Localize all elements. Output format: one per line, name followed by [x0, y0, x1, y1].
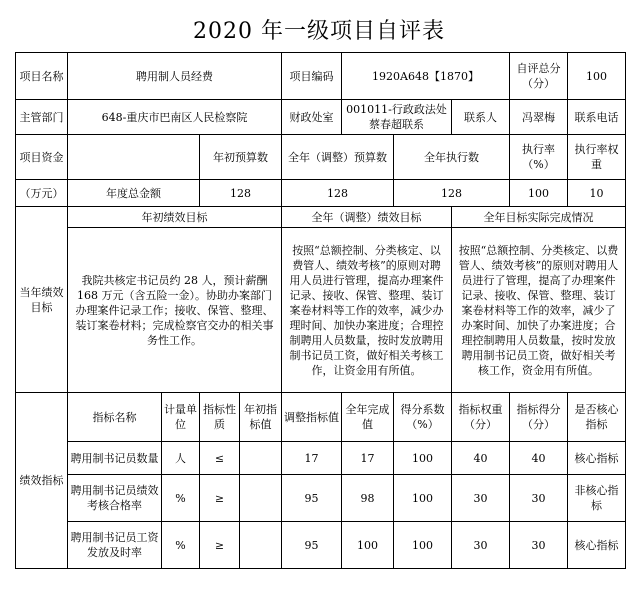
table-row	[16, 522, 626, 569]
page-title: 2020 年一级项目自评表	[193, 19, 445, 44]
funds-label-top: 项目资金	[16, 135, 68, 180]
adjusted-budget-value: 128	[282, 180, 394, 207]
indicator-initial-value	[240, 522, 282, 569]
contact-value: 冯翠梅	[510, 100, 568, 135]
funds-values-row	[16, 180, 626, 207]
indicator-header: 调整指标值	[282, 393, 342, 442]
indicator-weight: 30	[452, 475, 510, 522]
col-initial-budget: 年初预算数	[200, 135, 282, 180]
indicator-name: 聘用制书记员数量	[68, 442, 162, 475]
exec-weight-value: 10	[568, 180, 626, 207]
indicator-header: 指标权重（分）	[452, 393, 510, 442]
indicator-coefficient: 100	[394, 442, 452, 475]
indicator-unit: %	[162, 475, 200, 522]
indicator-name: 聘用制书记员绩效考核合格率	[68, 475, 162, 522]
indicator-header: 指标名称	[68, 393, 162, 442]
indicator-adjusted-value: 95	[282, 475, 342, 522]
goals-text-row	[16, 228, 626, 393]
self-score-value: 100	[568, 53, 626, 100]
table-row	[16, 442, 626, 475]
project-row	[16, 53, 626, 100]
col-adjusted-budget: 全年（调整）预算数	[282, 135, 394, 180]
col-exec-weight: 执行率权重	[568, 135, 626, 180]
indicator-completed-value: 98	[342, 475, 394, 522]
indicator-coefficient: 100	[394, 522, 452, 569]
indicator-unit: 人	[162, 442, 200, 475]
indicator-header: 年初指标值	[240, 393, 282, 442]
initial-budget-value: 128	[200, 180, 282, 207]
indicator-initial-value	[240, 442, 282, 475]
indicator-adjusted-value: 17	[282, 442, 342, 475]
indicator-header: 指标性质	[200, 393, 240, 442]
indicator-header-row	[16, 393, 626, 442]
indicator-nature: ≥	[200, 475, 240, 522]
department-row	[16, 100, 626, 135]
table-row	[16, 475, 626, 522]
indicator-coefficient: 100	[394, 475, 452, 522]
finance-label: 财政处室	[282, 100, 342, 135]
contact-label: 联系人	[452, 100, 510, 135]
actual-result-text: 按照“总额控制、分类核定、以费管人、绩效考核”的原则对聘用人员进行了管理，提高了办理案件记录、接收、保管、整理、装订案卷材料等工作的效率，减少了办案时间、加快了办案进度；合理控制聘用人员数量，按时发放聘用制书记员工资，做好相关考核工作，资金用有所值。	[452, 228, 626, 393]
indicator-header: 得分系数（%）	[394, 393, 452, 442]
evaluation-table	[15, 52, 626, 569]
indicator-name: 聘用制书记员工资发放及时率	[68, 522, 162, 569]
funds-label-bottom: （万元）	[16, 180, 68, 207]
col-executed: 全年执行数	[394, 135, 510, 180]
funds-blank	[68, 135, 200, 180]
indicator-completed-value: 17	[342, 442, 394, 475]
indicator-weight: 40	[452, 442, 510, 475]
indicator-core-flag: 非核心指标	[568, 475, 626, 522]
col-exec-rate: 执行率（%）	[510, 135, 568, 180]
col-actual-result: 全年目标实际完成情况	[452, 207, 626, 228]
indicator-core-flag: 核心指标	[568, 442, 626, 475]
dept-label: 主管部门	[16, 100, 68, 135]
finance-value: 001011-行政政法处蔡春超联系	[342, 100, 452, 135]
self-score-label: 自评总分（分）	[510, 53, 568, 100]
indicator-score: 30	[510, 522, 568, 569]
indicator-nature: ≥	[200, 522, 240, 569]
col-initial-goal: 年初绩效目标	[68, 207, 282, 228]
indicator-header: 是否核心指标	[568, 393, 626, 442]
project-name-value: 聘用制人员经费	[68, 53, 282, 100]
goals-header-row	[16, 207, 626, 228]
indicator-header: 计量单位	[162, 393, 200, 442]
indicator-header: 全年完成值	[342, 393, 394, 442]
indicator-completed-value: 100	[342, 522, 394, 569]
annual-total-label: 年度总金额	[68, 180, 200, 207]
indicator-initial-value	[240, 475, 282, 522]
executed-value: 128	[394, 180, 510, 207]
exec-rate-value: 100	[510, 180, 568, 207]
dept-value: 648-重庆市巴南区人民检察院	[68, 100, 282, 135]
indicator-core-flag: 核心指标	[568, 522, 626, 569]
col-adjusted-goal: 全年（调整）绩效目标	[282, 207, 452, 228]
indicators-label: 绩效指标	[16, 393, 68, 569]
indicator-score: 30	[510, 475, 568, 522]
project-code-label: 项目编码	[282, 53, 342, 100]
project-name-label: 项目名称	[16, 53, 68, 100]
funds-header-row	[16, 135, 626, 180]
phone-label: 联系电话	[568, 100, 626, 135]
project-code-value: 1920A648【1870】	[342, 53, 510, 100]
indicator-header: 指标得分（分）	[510, 393, 568, 442]
adjusted-goal-text: 按照“总额控制、分类核定、以费管人、绩效考核”的原则对聘用人员进行管理，提高办理案件记录、接收、保管、整理、装订案卷材料等工作的效率，减少办理时间、加快办案进度；合理控制聘用人员数量，按时发放聘用制书记员工资，做好相关考核工作，让资金用有所值。	[282, 228, 452, 393]
goals-label: 当年绩效目标	[16, 207, 68, 393]
indicator-adjusted-value: 95	[282, 522, 342, 569]
indicator-unit: %	[162, 522, 200, 569]
indicator-nature: ≤	[200, 442, 240, 475]
indicator-weight: 30	[452, 522, 510, 569]
indicator-score: 40	[510, 442, 568, 475]
initial-goal-text: 我院共核定书记员约 28 人，预计薪酬 168 万元（含五险一金）。协助办案部门办理案件记录工作；接收、保管、整理、装订案卷材料；完成检察官交办的相关事务性工作。	[68, 228, 282, 393]
